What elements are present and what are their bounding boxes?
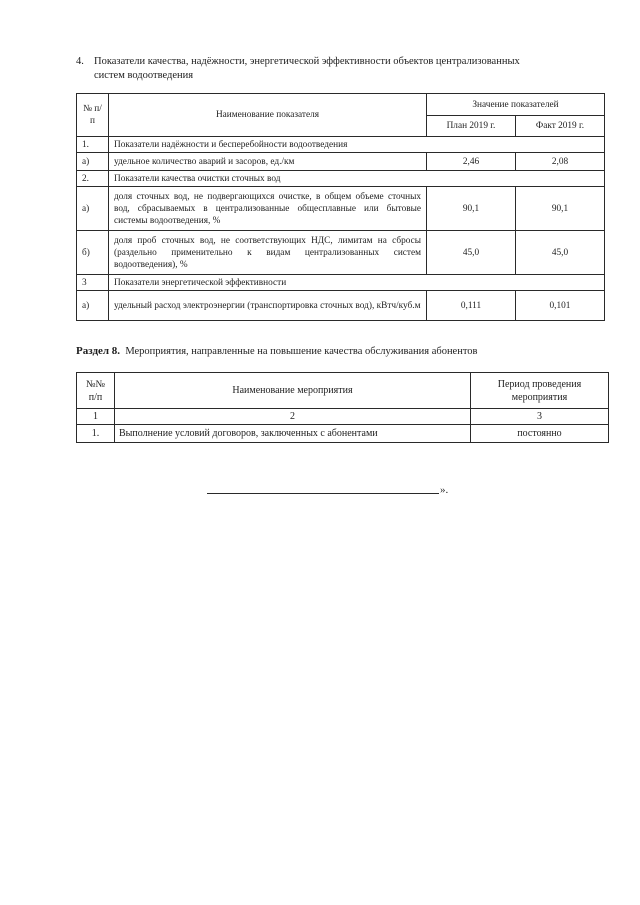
row-num: 1. bbox=[77, 137, 109, 153]
row-name: доля проб сточных вод, не соответствующих НДС, лимитам на сбросы (раздельно применительно к видам централизованных систем водоотведения), % bbox=[109, 231, 427, 275]
row-fact: 45,0 bbox=[516, 231, 605, 275]
table-row bbox=[77, 291, 605, 321]
row-num: 1. bbox=[77, 425, 115, 443]
table-row bbox=[77, 171, 605, 187]
row-group-title: Показатели энергетической эффективности bbox=[109, 275, 605, 291]
table-row bbox=[77, 425, 609, 443]
row-num: а) bbox=[77, 187, 109, 231]
signature-line bbox=[207, 493, 439, 494]
row-period: постоянно bbox=[471, 425, 609, 443]
row-num: 3 bbox=[77, 275, 109, 291]
header-num: №№ п/п bbox=[77, 373, 115, 409]
row-fact: 0,101 bbox=[516, 291, 605, 321]
measures-table bbox=[76, 372, 609, 443]
closing-quote: ». bbox=[440, 484, 449, 496]
index-3: 3 bbox=[471, 409, 609, 425]
section-8-title: Мероприятия, направленные на повышение качества обслуживания абонентов bbox=[125, 346, 478, 357]
table-row bbox=[77, 275, 605, 291]
section-8-label: Раздел 8. bbox=[76, 345, 121, 357]
row-name: Выполнение условий договоров, заключенных с абонентами bbox=[115, 425, 471, 443]
table-row bbox=[77, 153, 605, 171]
header-values: Значение показателей bbox=[427, 94, 605, 116]
row-num: а) bbox=[77, 291, 109, 321]
row-group-title: Показатели качества очистки сточных вод bbox=[109, 171, 605, 187]
index-1: 1 bbox=[77, 409, 115, 425]
section-4-title-line2: систем водоотведения bbox=[94, 70, 194, 81]
row-plan: 0,111 bbox=[427, 291, 516, 321]
table-row bbox=[77, 187, 605, 231]
section-4-heading bbox=[76, 55, 588, 83]
row-plan: 90,1 bbox=[427, 187, 516, 231]
header-period: Период проведения мероприятия bbox=[471, 373, 609, 409]
section-4-number: 4. bbox=[76, 56, 84, 67]
index-2: 2 bbox=[115, 409, 471, 425]
table-row bbox=[77, 137, 605, 153]
row-name: удельный расход электроэнергии (транспортировка сточных вод), кВтч/куб.м bbox=[109, 291, 427, 321]
header-plan: План 2019 г. bbox=[427, 116, 516, 137]
row-num: а) bbox=[77, 153, 109, 171]
row-name: доля сточных вод, не подвергающихся очистке, в общем объеме сточных вод, сбрасываемых в централизованные общесплавные или бытовые системы водоотведения, % bbox=[109, 187, 427, 231]
row-fact: 2,08 bbox=[516, 153, 605, 171]
table-row bbox=[77, 231, 605, 275]
row-plan: 2,46 bbox=[427, 153, 516, 171]
index-row bbox=[77, 409, 609, 425]
header-fact: Факт 2019 г. bbox=[516, 116, 605, 137]
header-name: Наименование показателя bbox=[109, 94, 427, 137]
row-plan: 45,0 bbox=[427, 231, 516, 275]
header-num: № п/п bbox=[77, 94, 109, 137]
row-num: 2. bbox=[77, 171, 109, 187]
row-group-title: Показатели надёжности и бесперебойности водоотведения bbox=[109, 137, 605, 153]
indicators-table bbox=[76, 93, 605, 321]
row-name: удельное количество аварий и засоров, ед./км bbox=[109, 153, 427, 171]
section-4-title-line1: Показатели качества, надёжности, энергетической эффективности объектов централизованных bbox=[94, 56, 520, 67]
row-num: б) bbox=[77, 231, 109, 275]
section-8-heading bbox=[76, 344, 616, 359]
header-name: Наименование мероприятия bbox=[115, 373, 471, 409]
row-fact: 90,1 bbox=[516, 187, 605, 231]
